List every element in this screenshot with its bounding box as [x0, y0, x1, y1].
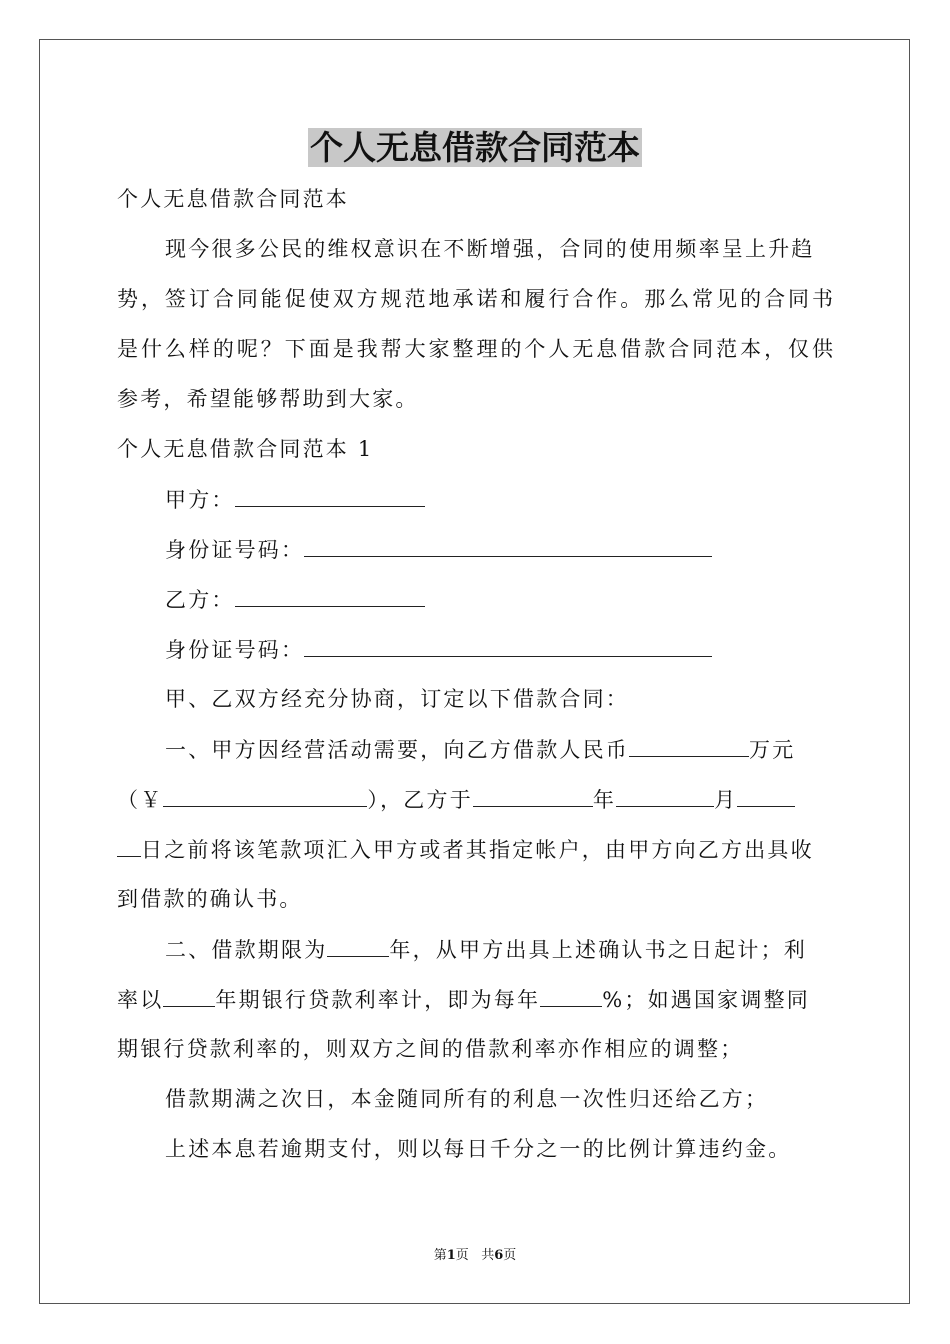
intro-line-4: 参考，希望能够帮助到大家。: [117, 387, 419, 411]
clause3: 借款期满之次日，本金随同所有的利息一次性归还给乙方；: [165, 1087, 769, 1111]
clause4: 上述本息若逾期支付，则以每日千分之一的比例计算违约金。: [165, 1137, 792, 1161]
page-footer: [0, 1247, 950, 1265]
clause2-line-2: [117, 984, 810, 1015]
clause1-amount-close: ），乙方于: [367, 788, 473, 812]
clause1-year: 年: [592, 788, 617, 812]
transfer-day-blank-end[interactable]: [117, 834, 141, 857]
footer-page-prefix: 第: [433, 1248, 447, 1263]
footer-total-prefix: 共: [481, 1248, 495, 1263]
party-b-id-row: [165, 634, 712, 665]
party-a-row: [165, 484, 425, 515]
party-b-row: [165, 584, 425, 615]
party-a-id-label: 身份证号码：: [165, 538, 305, 562]
clause2-text-1: 二、借款期限为: [165, 938, 328, 962]
party-b-id-label: 身份证号码：: [165, 638, 305, 662]
footer-total-suffix: 页: [503, 1248, 517, 1263]
clause1-text-2: 万元: [749, 738, 796, 762]
party-b-blank[interactable]: [235, 584, 425, 607]
clause2-text-5: %；如遇国家调整同: [602, 988, 810, 1012]
loan-amount-blank[interactable]: [629, 734, 749, 757]
footer-total-pages: 6: [494, 1248, 504, 1263]
clause1-text-3: 日之前将该笔款项汇入甲方或者其指定帐户，由甲方向乙方出具收: [141, 838, 814, 862]
loan-term-blank[interactable]: [327, 934, 389, 957]
footer-page-number: 1: [446, 1248, 456, 1263]
clause1-line-4: 到借款的确认书。: [117, 887, 303, 911]
clause1-text-1: 一、甲方因经营活动需要，向乙方借款人民币: [165, 738, 629, 762]
clause2-text-4: 年期银行贷款利率计，即为每年: [215, 988, 541, 1012]
document-title: [0, 126, 950, 170]
party-a-id-blank[interactable]: [304, 534, 712, 557]
clause2-text-3: 率以: [117, 988, 164, 1012]
transfer-year-blank[interactable]: [473, 784, 593, 807]
clause1-line-3: [117, 834, 814, 865]
clause2-text-2: 年，从甲方出具上述确认书之日起计；利: [389, 938, 808, 962]
agreement-intro: 甲、乙双方经充分协商，订定以下借款合同：: [165, 687, 629, 711]
rate-period-blank[interactable]: [163, 984, 215, 1007]
page-border: [39, 39, 910, 1304]
document-title-text: 个人无息借款合同范本: [310, 128, 640, 167]
section-heading: 个人无息借款合同范本 1: [117, 437, 374, 461]
annual-rate-blank[interactable]: [540, 984, 602, 1007]
transfer-day-blank-start[interactable]: [737, 784, 795, 807]
loan-amount-figure-blank[interactable]: [163, 784, 367, 807]
transfer-month-blank[interactable]: [616, 784, 714, 807]
clause1-line-2: [117, 784, 795, 815]
clause2-line-1: [165, 934, 807, 965]
document-subtitle: 个人无息借款合同范本: [117, 187, 349, 211]
intro-line-1: 现今很多公民的维权意识在不断增强，合同的使用频率呈上升趋: [165, 237, 815, 261]
party-b-label: 乙方：: [165, 588, 235, 612]
party-a-blank[interactable]: [235, 484, 425, 507]
intro-line-3: 是什么样的呢？下面是我帮大家整理的个人无息借款合同范本，仅供: [117, 337, 833, 361]
footer-page-suffix: 页: [455, 1248, 469, 1263]
clause2-line-3: 期银行贷款利率的，则双方之间的借款利率亦作相应的调整；: [117, 1037, 744, 1061]
party-b-id-blank[interactable]: [304, 634, 712, 657]
party-a-label: 甲方：: [165, 488, 235, 512]
clause1-amount-open: （￥: [117, 788, 164, 812]
clause1-month: 月: [714, 788, 738, 812]
party-a-id-row: [165, 534, 712, 565]
clause1-line-1: [165, 734, 795, 765]
intro-line-2: 势，签订合同能促使双方规范地承诺和履行合作。那么常见的合同书: [117, 287, 833, 311]
